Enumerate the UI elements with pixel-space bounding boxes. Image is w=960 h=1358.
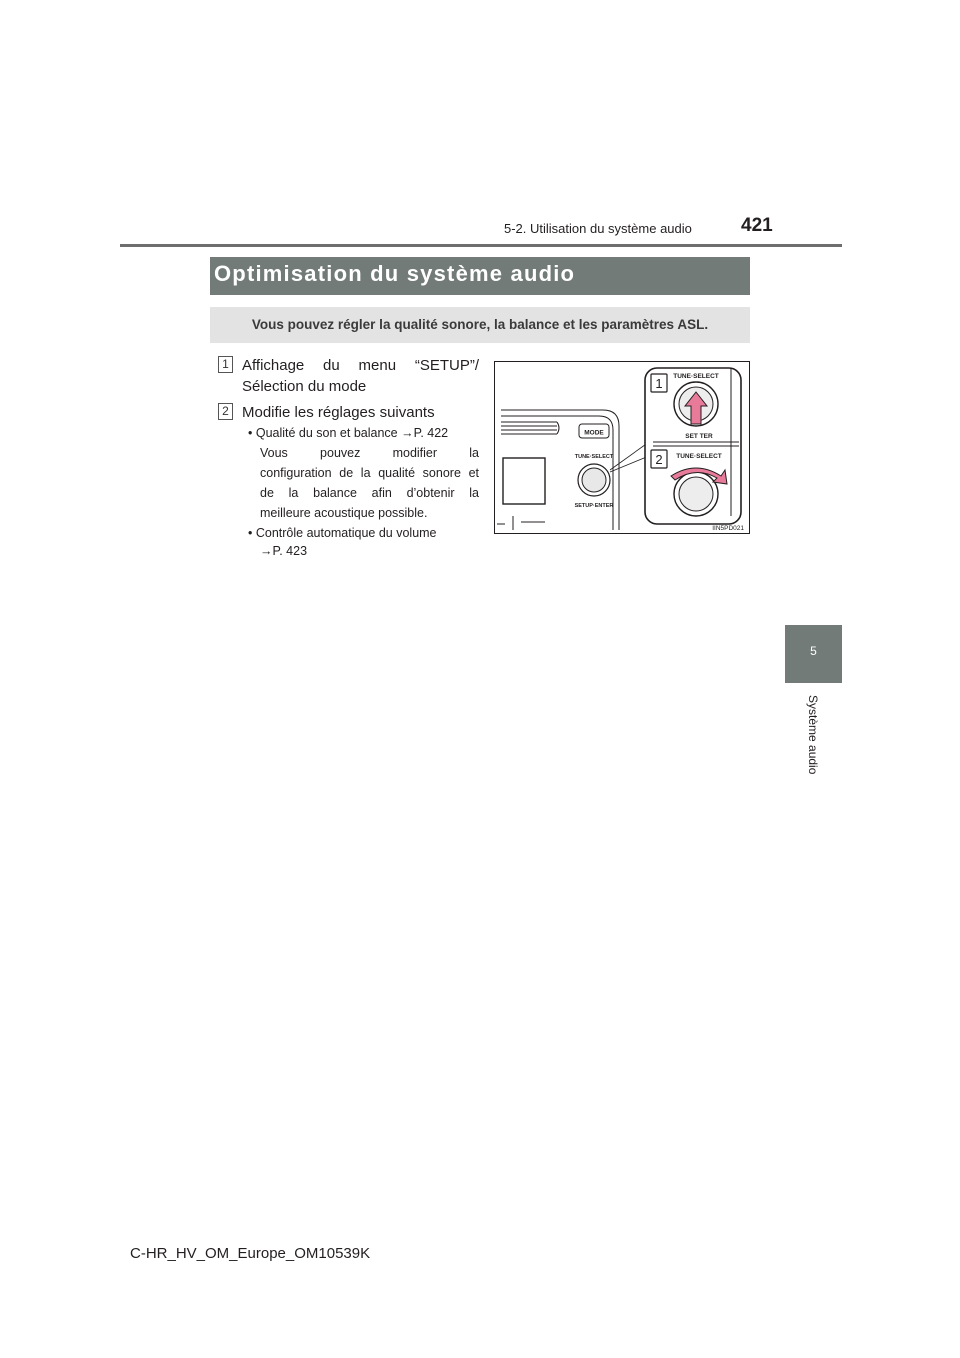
knob-bottom-label: SETUP·ENTER	[574, 503, 614, 509]
step-1-badge: 1	[218, 356, 233, 373]
bullet-auto-volume-ref: →P. 423	[260, 544, 308, 558]
cd-slot	[501, 422, 559, 434]
bullet-desc-line-4: meilleure acoustique possible.	[260, 506, 428, 520]
step-1-line-2: Sélection du mode	[242, 378, 367, 395]
bullet-desc-line-1: Vous pouvez modifier la	[260, 446, 479, 460]
bullet-auto-volume: • Contrôle automatique du volume	[248, 526, 437, 540]
step-2-line-1: Modifie les réglages suivants	[242, 404, 435, 421]
zoom-top-label: TUNE·SELECT	[673, 373, 719, 380]
callout-2: 2	[655, 452, 663, 467]
footer-doc-code: C-HR_HV_OM_Europe_OM10539K	[130, 1245, 371, 1262]
chapter-number: 5	[810, 644, 817, 658]
mode-label: MODE	[584, 429, 604, 437]
audio-control-figure	[494, 361, 750, 534]
image-code: IIN5PD021	[712, 525, 744, 532]
knob-top-label: TUNE·SELECT	[574, 454, 614, 460]
step-1-line-1: Affichage du menu “SETUP”/	[242, 357, 479, 374]
bullet-desc-line-3: de la balance afin d’obtenir la	[260, 486, 479, 500]
callout-1: 1	[655, 376, 663, 391]
header-rule	[120, 244, 842, 247]
section-path: 5-2. Utilisation du système audio	[504, 221, 692, 236]
chapter-title: Système audio	[806, 695, 820, 775]
section-title: Optimisation du système audio	[214, 261, 576, 286]
bullet-desc-line-2: configuration de la qualité sonore et	[260, 466, 479, 480]
step-2-badge: 2	[218, 403, 233, 420]
page-number: 421	[741, 215, 773, 236]
audio-panel-illustration	[495, 362, 750, 534]
bullet-sound-balance: • Qualité du son et balance →P. 422	[248, 426, 449, 440]
display-screen	[503, 458, 545, 504]
zoom-bottom-label: SET TER	[685, 433, 713, 440]
zoom-lower-label: TUNE·SELECT	[676, 453, 722, 460]
intro-text: Vous pouvez régler la qualité sonore, la balance et les paramètres ASL.	[251, 317, 709, 332]
